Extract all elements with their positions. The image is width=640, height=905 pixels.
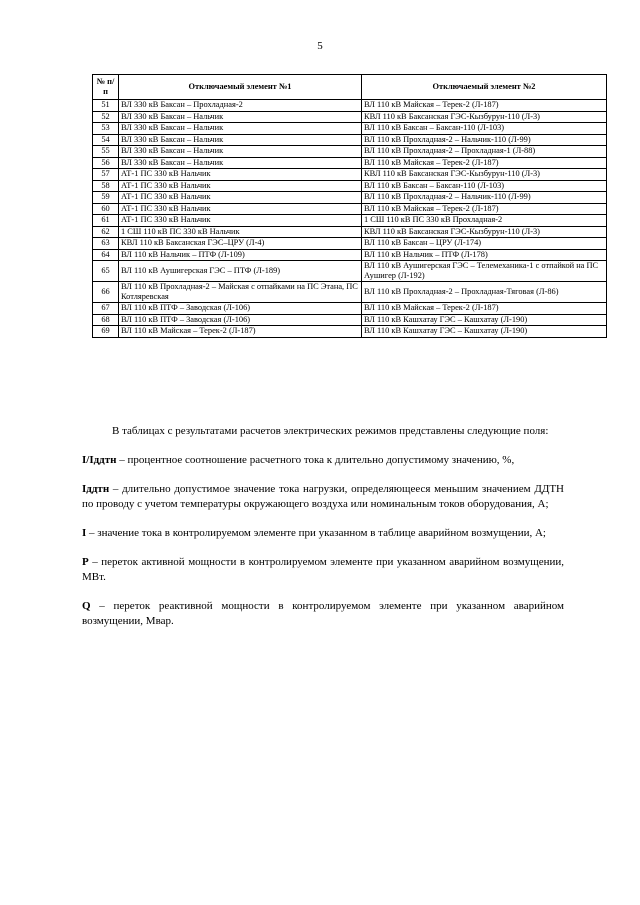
table-row	[93, 238, 607, 250]
row-element-2: ВЛ 110 кВ Прохладная-2 – Нальчик-110 (Л-99)	[362, 134, 607, 146]
row-element-1: АТ-1 ПС 330 кВ Нальчик	[119, 192, 362, 204]
row-number: 57	[93, 169, 119, 181]
row-number: 53	[93, 123, 119, 135]
definition-term: Iддтн	[82, 483, 110, 495]
row-element-1: ВЛ 110 кВ ПТФ – Заводская (Л-106)	[119, 303, 362, 315]
table-row	[93, 314, 607, 326]
row-number: 55	[93, 146, 119, 158]
table-row	[93, 123, 607, 135]
table-row	[93, 134, 607, 146]
definition-text: – переток активной мощности в контролируемом элементе при указанном аварийном возмущении, МВт.	[82, 556, 564, 583]
definition-term: P	[82, 556, 89, 568]
definitions-list	[82, 453, 564, 629]
table-row	[93, 249, 607, 261]
row-element-1: АТ-1 ПС 330 кВ Нальчик	[119, 169, 362, 181]
table-row	[93, 261, 607, 282]
definition-text: – переток реактивной мощности в контролируемом элементе при указанном аварийном возмущении, Мвар.	[82, 600, 564, 627]
row-element-1: ВЛ 330 кВ Баксан – Прохладная-2	[119, 100, 362, 112]
row-number: 51	[93, 100, 119, 112]
definition-item	[82, 555, 564, 585]
field-descriptions	[82, 424, 564, 643]
row-element-1: ВЛ 330 кВ Баксан – Нальчик	[119, 146, 362, 158]
row-element-2: КВЛ 110 кВ Баксанская ГЭС-Кызбурун-110 (Л-3)	[362, 111, 607, 123]
row-number: 60	[93, 203, 119, 215]
table-row	[93, 146, 607, 158]
row-element-1: ВЛ 330 кВ Баксан – Нальчик	[119, 123, 362, 135]
table-row	[93, 215, 607, 227]
table-row	[93, 180, 607, 192]
definition-item	[82, 453, 564, 468]
definition-item	[82, 599, 564, 629]
row-element-1: АТ-1 ПС 330 кВ Нальчик	[119, 203, 362, 215]
row-number: 64	[93, 249, 119, 261]
table-row	[93, 111, 607, 123]
table-row	[93, 157, 607, 169]
definition-item	[82, 526, 564, 541]
table-header-row	[93, 75, 607, 100]
row-element-2: ВЛ 110 кВ Баксан – ЦРУ (Л-174)	[362, 238, 607, 250]
row-element-2: ВЛ 110 кВ Майская – Терек-2 (Л-187)	[362, 203, 607, 215]
row-element-1: ВЛ 110 кВ Прохладная-2 – Майская с отпайками на ПС Этана, ПС Котляревская	[119, 282, 362, 303]
row-number: 63	[93, 238, 119, 250]
row-number: 69	[93, 326, 119, 338]
row-element-2: ВЛ 110 кВ Баксан – Баксан-110 (Л-103)	[362, 180, 607, 192]
row-number: 65	[93, 261, 119, 282]
table-row	[93, 303, 607, 315]
row-element-1: ВЛ 330 кВ Баксан – Нальчик	[119, 111, 362, 123]
row-element-1: 1 СШ 110 кВ ПС 330 кВ Нальчик	[119, 226, 362, 238]
header-element-1: Отключаемый элемент №1	[119, 75, 362, 100]
table-row	[93, 326, 607, 338]
definition-text: – длительно допустимое значение тока нагрузки, определяющееся меньшим значением ДДТН по проводу с учетом температуры окружающего воздуха или номинальным токов оборудования, А;	[82, 483, 564, 510]
row-element-2: КВЛ 110 кВ Баксанская ГЭС-Кызбурун-110 (Л-3)	[362, 169, 607, 181]
table-row	[93, 169, 607, 181]
definition-term: I	[82, 527, 87, 539]
definition-term: I/Iддтн	[82, 454, 117, 466]
definition-term: Q	[82, 600, 91, 612]
row-number: 68	[93, 314, 119, 326]
row-element-2: ВЛ 110 кВ Кашхатау ГЭС – Кашхатау (Л-190)	[362, 314, 607, 326]
row-number: 62	[93, 226, 119, 238]
row-element-2: ВЛ 110 кВ Аушигерская ГЭС – Телемеханика-1 с отпайкой на ПС Аушигер (Л-192)	[362, 261, 607, 282]
row-number: 56	[93, 157, 119, 169]
row-number: 58	[93, 180, 119, 192]
intro-paragraph: В таблицах с результатами расчетов электрических режимов представлены следующие поля:	[112, 425, 549, 437]
row-element-2: ВЛ 110 кВ Прохладная-2 – Нальчик-110 (Л-99)	[362, 192, 607, 204]
outage-table	[92, 74, 607, 338]
row-element-2: ВЛ 110 кВ Прохладная-2 – Прохладная-Тяговая (Л-86)	[362, 282, 607, 303]
row-element-1: ВЛ 110 кВ Нальчик – ПТФ (Л-109)	[119, 249, 362, 261]
row-element-2: ВЛ 110 кВ Баксан – Баксан-110 (Л-103)	[362, 123, 607, 135]
row-element-1: АТ-1 ПС 330 кВ Нальчик	[119, 215, 362, 227]
row-element-2: ВЛ 110 кВ Майская – Терек-2 (Л-187)	[362, 100, 607, 112]
page-number: 5	[317, 40, 323, 52]
definition-text: – процентное соотношение расчетного тока к длительно допустимому значению, %,	[116, 454, 515, 466]
row-element-2: КВЛ 110 кВ Баксанская ГЭС-Кызбурун-110 (Л-3)	[362, 226, 607, 238]
row-element-2: ВЛ 110 кВ Нальчик – ПТФ (Л-178)	[362, 249, 607, 261]
table-row	[93, 226, 607, 238]
row-number: 67	[93, 303, 119, 315]
row-number: 59	[93, 192, 119, 204]
table-row	[93, 100, 607, 112]
table-row	[93, 282, 607, 303]
row-element-2: 1 СШ 110 кВ ПС 330 кВ Прохладная-2	[362, 215, 607, 227]
row-element-1: ВЛ 110 кВ Аушигерская ГЭС – ПТФ (Л-189)	[119, 261, 362, 282]
row-number: 66	[93, 282, 119, 303]
row-element-2: ВЛ 110 кВ Кашхатау ГЭС – Кашхатау (Л-190)	[362, 326, 607, 338]
row-element-2: ВЛ 110 кВ Майская – Терек-2 (Л-187)	[362, 157, 607, 169]
row-element-1: КВЛ 110 кВ Баксанская ГЭС–ЦРУ (Л-4)	[119, 238, 362, 250]
row-number: 52	[93, 111, 119, 123]
header-element-2: Отключаемый элемент №2	[362, 75, 607, 100]
table-row	[93, 192, 607, 204]
row-element-1: ВЛ 330 кВ Баксан – Нальчик	[119, 157, 362, 169]
row-element-2: ВЛ 110 кВ Прохладная-2 – Прохладная-1 (Л-88)	[362, 146, 607, 158]
row-number: 61	[93, 215, 119, 227]
table-body	[93, 100, 607, 338]
row-element-1: ВЛ 330 кВ Баксан – Нальчик	[119, 134, 362, 146]
definition-text: – значение тока в контролируемом элементе при указанном в таблице аварийном возмущении, А;	[86, 527, 546, 539]
table-row	[93, 203, 607, 215]
definition-item	[82, 482, 564, 512]
row-element-1: АТ-1 ПС 330 кВ Нальчик	[119, 180, 362, 192]
header-number: № п/п	[93, 75, 119, 100]
row-element-2: ВЛ 110 кВ Майская – Терек-2 (Л-187)	[362, 303, 607, 315]
row-number: 54	[93, 134, 119, 146]
row-element-1: ВЛ 110 кВ Майская – Терек-2 (Л-187)	[119, 326, 362, 338]
row-element-1: ВЛ 110 кВ ПТФ – Заводская (Л-106)	[119, 314, 362, 326]
